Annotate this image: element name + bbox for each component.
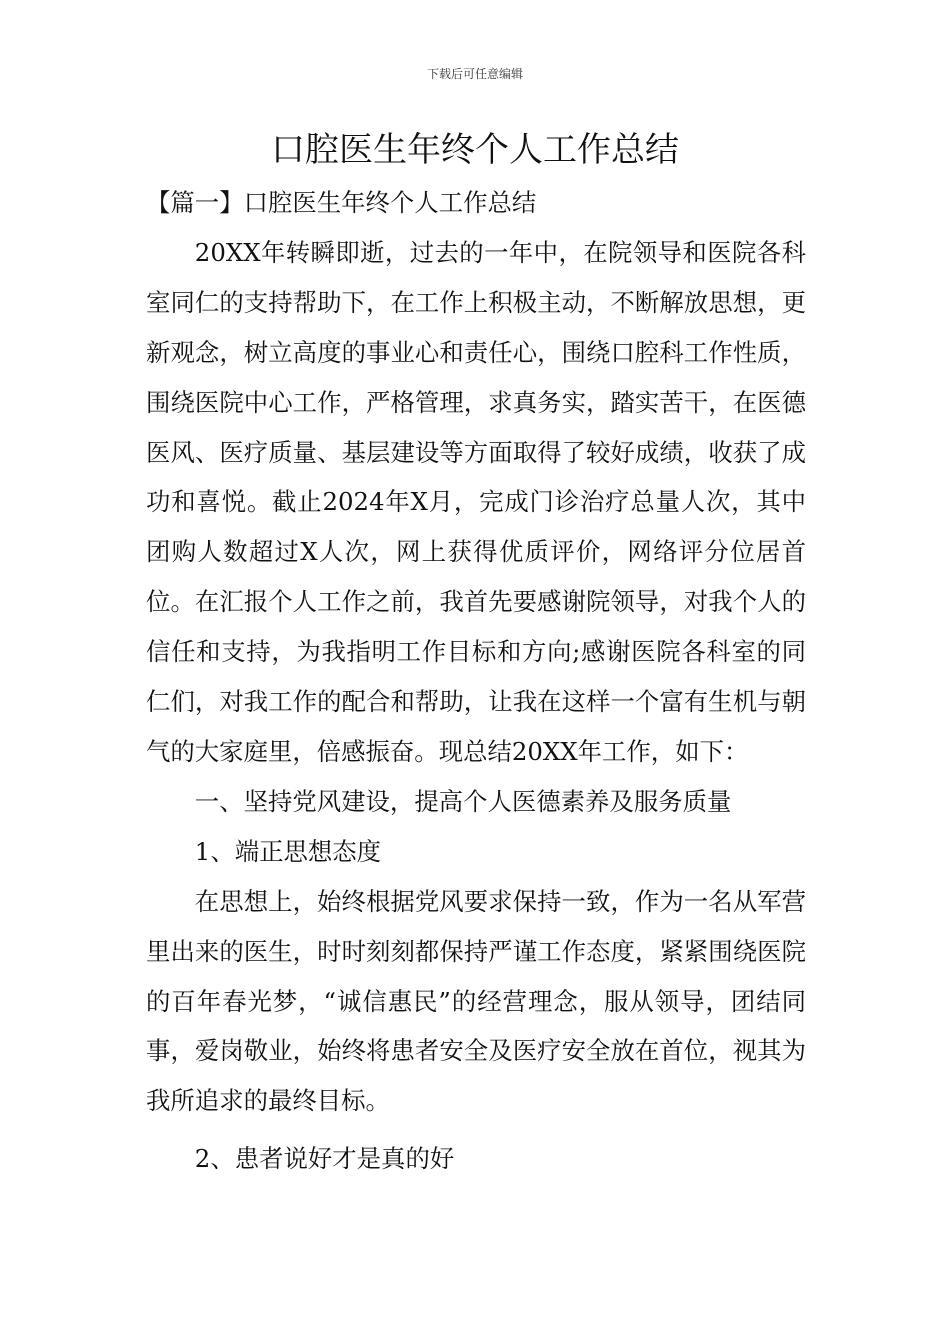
heading-1: 一、坚持党风建设，提高个人医德素养及服务质量: [194, 786, 732, 816]
header-note: 下载后可任意编辑: [426, 67, 523, 81]
intro-paragraph: 20XX年转瞬即逝，过去的一年中，在院领导和医院各科室同仁的支持帮助下，在工作上积极主动，不断解放思想，更新观念，树立高度的事业心和责任心，围绕口腔科工作性质，围绕医院中心工作，严格管理，求真务实，踏实苦干，在医德医风、医疗质量、基层建设等方面取得了较好成绩，收获了成功和喜悦。截止2024年X月，完成门诊治疗总量人次，其中团购人数超过X人次，网上获得优质评价，网络评分位居首位。在汇报个人工作之前，我首先要感谢院领导，对我个人的信任和支持，为我指明工作目标和方向;感谢医院各科室的同仁们，对我工作的配合和帮助，让我在这样一个富有生机与朝气的大家庭里，倍感振奋。现总结20XX年工作，如下：: [146, 237, 806, 766]
thought-paragraph: 在思想上，始终根据党风要求保持一致，作为一名从军营里出来的医生，时时刻刻都保持严谨工作态度，紧紧围绕医院的百年春光梦，“诚信惠民”的经营理念，服从领导，团结同事，爱岗敬业，始终将患者安全及医疗安全放在首位，视其为我所追求的最终目标。: [146, 886, 806, 1116]
document-body: [146, 178, 806, 1184]
document-title: 口腔医生年终个人工作总结: [271, 130, 679, 170]
section-heading: 【篇一】口腔医生年终个人工作总结: [146, 188, 537, 217]
subheading-1: 1、端正思想态度: [194, 836, 382, 866]
subheading-2: 2、患者说好才是真的好: [194, 1144, 455, 1174]
